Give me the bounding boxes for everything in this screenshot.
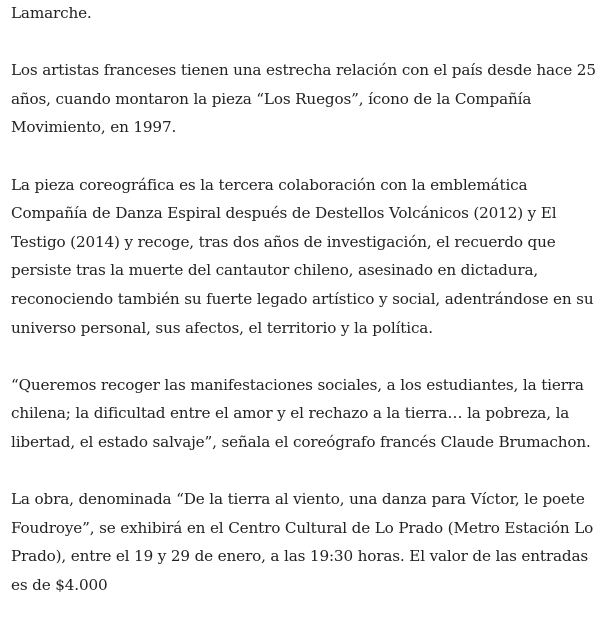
paragraph-collaboration: La pieza coreográfica es la tercera colaboración con la emblemática Compañía de Danza Espiral después de Destellos Volcánicos (2012) y El Testigo (2014) y recoge, tras dos años de investigación, el recuerdo que persiste tras la muerte del cantautor chileno, asesinado en dictadura, reconociendo también su fuerte legado artístico y social, adentrándose en su universo personal, sus afectos, el territorio y la política.: [11, 175, 594, 337]
paragraph-intro-fragment: Lamarche.: [11, 4, 92, 22]
paragraph-event-details: La obra, denominada “De la tierra al viento, una danza para Víctor, le poete Foudroye”, se exhibirá en el Centro Cultural de Lo Prado (Metro Estación Lo Prado), entre el 19 y 29 de enero, a las 19:30 horas. El valor de las entradas es de $4.000: [11, 490, 594, 594]
article-body: [11, 0, 603, 628]
paragraph-history: Los artistas franceses tienen una estrecha relación con el país desde hace 25 años, cuando montaron la pieza “Los Ruegos”, ícono de la Compañía Movimiento, en 1997.: [11, 61, 596, 137]
paragraph-quote: “Queremos recoger las manifestaciones sociales, a los estudiantes, la tierra chilena; la dificultad entre el amor y el rechazo a la tierra… la pobreza, la libertad, el estado salvaje”, señala el coreógrafo francés Claude Brumachon.: [11, 375, 591, 451]
